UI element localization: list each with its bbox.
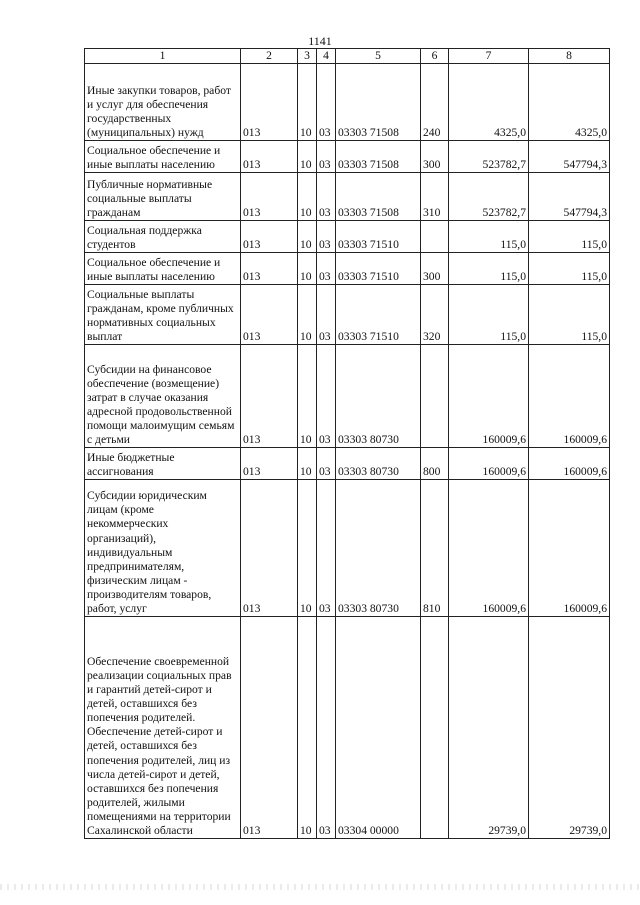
row-c6: 240	[421, 64, 449, 141]
row-name: Социальное обеспечение и иные выплаты населению	[85, 253, 241, 285]
row-c7: 160009,6	[449, 480, 529, 617]
row-name: Субсидии на финансовое обеспечение (возмещение) затрат в случае оказания адресной продовольственной помощи малоимущим семьям с детьми	[85, 345, 241, 448]
row-c4: 03	[317, 173, 336, 221]
row-c2: 013	[241, 253, 298, 285]
row-name: Публичные нормативные социальные выплаты гражданам	[85, 173, 241, 221]
row-c8: 115,0	[529, 221, 610, 253]
page-number: 1141	[308, 34, 332, 48]
table-row	[85, 141, 610, 173]
row-c2: 013	[241, 221, 298, 253]
header-cell-8: 8	[529, 49, 610, 64]
row-c8: 115,0	[529, 285, 610, 345]
table-body	[85, 49, 610, 839]
row-c5: 03303 71510	[336, 253, 421, 285]
row-c2: 013	[241, 448, 298, 480]
row-name: Социальное обеспечение и иные выплаты населению	[85, 141, 241, 173]
row-c7: 160009,6	[449, 448, 529, 480]
row-c3: 10	[298, 141, 317, 173]
row-c8: 547794,3	[529, 173, 610, 221]
row-c3: 10	[298, 480, 317, 617]
row-c3: 10	[298, 173, 317, 221]
row-c2: 013	[241, 64, 298, 141]
row-c6: 800	[421, 448, 449, 480]
row-c7: 523782,7	[449, 141, 529, 173]
header-row	[85, 49, 610, 64]
row-c4: 03	[317, 64, 336, 141]
row-name: Обеспечение своевременной реализации социальных прав и гарантий детей-сирот и детей, оставшихся без попечения родителей. Обеспечение детей-сирот и детей, оставшихся без попечения родителей, лиц из числа детей-сирот и детей, оставшихся без попечения родителей, жилыми помещениями на территории Сахалинской области	[85, 617, 241, 839]
header-cell-5: 5	[336, 49, 421, 64]
row-c4: 03	[317, 448, 336, 480]
row-c3: 10	[298, 285, 317, 345]
row-c8: 29739,0	[529, 617, 610, 839]
row-c3: 10	[298, 64, 317, 141]
table-row	[85, 253, 610, 285]
table-row	[85, 173, 610, 221]
row-c6: 320	[421, 285, 449, 345]
row-c2: 013	[241, 141, 298, 173]
row-c3: 10	[298, 617, 317, 839]
row-c4: 03	[317, 221, 336, 253]
row-c2: 013	[241, 285, 298, 345]
row-c2: 013	[241, 617, 298, 839]
row-c7: 160009,6	[449, 345, 529, 448]
row-name: Социальные выплаты гражданам, кроме публичных нормативных социальных выплат	[85, 285, 241, 345]
table-row	[85, 448, 610, 480]
header-cell-6: 6	[421, 49, 449, 64]
row-c8: 547794,3	[529, 141, 610, 173]
table-row	[85, 617, 610, 839]
row-c4: 03	[317, 345, 336, 448]
row-c8: 115,0	[529, 253, 610, 285]
row-c7: 523782,7	[449, 173, 529, 221]
row-c8: 4325,0	[529, 64, 610, 141]
row-c3: 10	[298, 448, 317, 480]
header-cell-3: 3	[298, 49, 317, 64]
row-c4: 03	[317, 285, 336, 345]
table-row	[85, 221, 610, 253]
row-c7: 115,0	[449, 253, 529, 285]
row-c6	[421, 221, 449, 253]
header-cell-2: 2	[241, 49, 298, 64]
row-c6	[421, 617, 449, 839]
row-c4: 03	[317, 617, 336, 839]
row-c3: 10	[298, 345, 317, 448]
row-c5: 03303 71510	[336, 221, 421, 253]
row-c8: 160009,6	[529, 345, 610, 448]
row-name: Субсидии юридическим лицам (кроме некоммерческих организаций), индивидуальным предпринимателям, физическим лицам - производителям товаров, работ, услуг	[85, 480, 241, 617]
row-c4: 03	[317, 480, 336, 617]
row-c6: 810	[421, 480, 449, 617]
row-c6: 310	[421, 173, 449, 221]
row-c5: 03303 80730	[336, 345, 421, 448]
row-name: Иные бюджетные ассигнования	[85, 448, 241, 480]
row-c5: 03303 71510	[336, 285, 421, 345]
header-cell-1: 1	[85, 49, 241, 64]
row-c8: 160009,6	[529, 448, 610, 480]
row-name: Социальная поддержка студентов	[85, 221, 241, 253]
table-row	[85, 64, 610, 141]
table-row	[85, 480, 610, 617]
row-c2: 013	[241, 480, 298, 617]
budget-table	[84, 48, 610, 839]
row-c2: 013	[241, 173, 298, 221]
row-c4: 03	[317, 141, 336, 173]
row-c5: 03303 80730	[336, 480, 421, 617]
row-c5: 03304 00000	[336, 617, 421, 839]
row-c7: 4325,0	[449, 64, 529, 141]
row-c5: 03303 71508	[336, 141, 421, 173]
row-c6: 300	[421, 253, 449, 285]
row-c3: 10	[298, 221, 317, 253]
row-c4: 03	[317, 253, 336, 285]
table-row	[85, 285, 610, 345]
header-cell-4: 4	[317, 49, 336, 64]
table-row	[85, 345, 610, 448]
row-c3: 10	[298, 253, 317, 285]
header-cell-7: 7	[449, 49, 529, 64]
scan-noise-strip	[0, 884, 640, 890]
row-name: Иные закупки товаров, работ и услуг для обеспечения государственных (муниципальных) нужд	[85, 64, 241, 141]
row-c7: 115,0	[449, 285, 529, 345]
row-c6: 300	[421, 141, 449, 173]
row-c6	[421, 345, 449, 448]
row-c7: 29739,0	[449, 617, 529, 839]
row-c5: 03303 71508	[336, 173, 421, 221]
row-c5: 03303 80730	[336, 448, 421, 480]
row-c7: 115,0	[449, 221, 529, 253]
row-c2: 013	[241, 345, 298, 448]
row-c8: 160009,6	[529, 480, 610, 617]
row-c5: 03303 71508	[336, 64, 421, 141]
